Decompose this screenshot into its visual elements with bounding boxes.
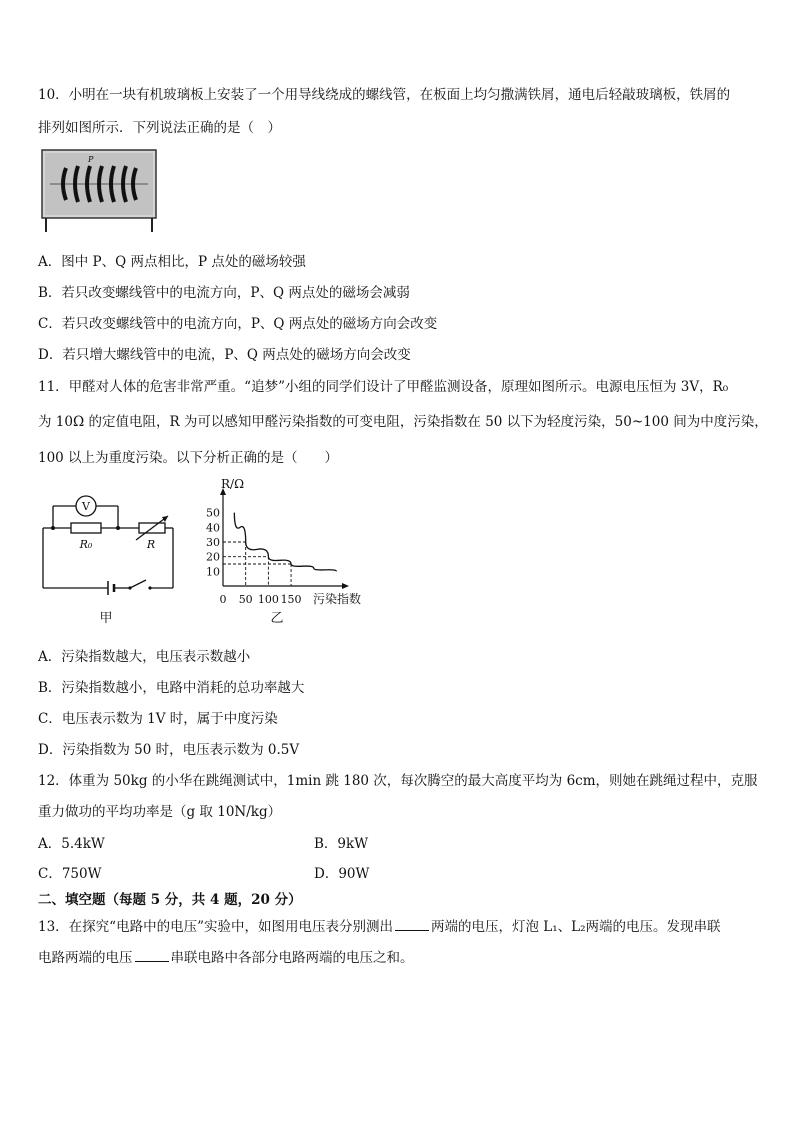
q11-option-b: B．污染指数越小，电路中消耗的总功率越大 [38,680,305,696]
chart-caption: 乙 [270,611,284,626]
q12-line-1: 12．体重为 50kg 的小华在跳绳测试中，1min 跳 180 次，每次腾空的最大高度平均为 6cm，则她在跳绳过程中，克服 [38,773,758,789]
section-heading: 二、填空题（每题 5 分，共 4 题，20 分） [38,892,302,908]
x-tick-label-2: 100 [257,593,279,606]
q11-line-3: 100 以上为重度污染。以下分析正确的是（ ） [38,450,339,466]
solenoid-photo [40,146,160,238]
q11-option-c: C．电压表示数为 1V 时，属于中度污染 [38,711,278,727]
y-tick-label-1: 20 [206,550,220,564]
y-tick-label-2: 30 [206,536,220,549]
q11-option-a: A．污染指数越大，电压表示数越小 [38,649,251,665]
q10-line-2: 排列如图所示．下列说法正确的是（ ） [38,120,281,136]
circuit-diagram [38,490,178,634]
y-tick-label-0: 10 [206,565,220,579]
q13-line-1 [38,915,721,935]
x-tick-label-1: 50 [238,593,253,606]
q13-text-part4: 串联电路中各部分电路两端的电压之和。 [170,950,414,966]
q10-option-b: B．若只改变螺线管中的电流方向，P、Q 两点处的磁场会减弱 [38,285,410,301]
q13-text-part1: 13．在探究“电路中的电压”实验中，如图用电压表分别测出 [38,919,393,935]
q13-line-2 [38,946,414,966]
q10-line-1: 10．小明在一块有机玻璃板上安装了一个用导线绕成的螺线管，在板面上均匀撒满铁屑，通电后轻敲玻璃板，铁屑的 [38,87,731,103]
resistance-chart [195,474,385,634]
y-axis-label: R/Ω [221,477,245,491]
q10-option-d: D．若只增大螺线管中的电流，P、Q 两点处的磁场方向会改变 [38,347,411,363]
q13-text-part2: 两端的电压，灯泡 L₁、L₂两端的电压。发现串联 [430,919,721,935]
voltmeter-label: V [82,500,90,513]
q11-option-d: D．污染指数为 50 时，电压表示数为 0.5V [38,742,300,758]
q11-line-2: 为 10Ω 的定值电阻，R 为可以感知甲醛污染指数的可变电阻，污染指数在 50 以下为轻度污染，50~100 间为中度污染， [38,414,768,430]
q13-blank-2[interactable] [135,960,169,962]
q12-line-2: 重力做功的平均功率是（g 取 10N/kg） [38,804,282,820]
x-axis-arrow [342,583,349,589]
resistance-curve [234,513,336,572]
q11-line-1: 11．甲醛对人体的危害非常严重。“追梦”小组的同学们设计了甲醛监测设备，原理如图所示。电源电压恒为 3V，R₀ [38,379,729,395]
x-tick-label-0: 0 [219,593,227,606]
q12-option-b: B．9kW [314,836,369,852]
x-tick-label-3: 150 [280,593,302,606]
q12-option-c: C．750W [38,866,102,882]
y-tick-label-4: 50 [206,506,220,520]
r-label: R [146,538,156,551]
x-axis-label: 污染指数 [313,592,362,606]
q12-option-a: A．5.4kW [38,836,105,852]
q10-option-a: A．图中 P、Q 两点相比，P 点处的磁场较强 [38,254,306,270]
point-p-label: P [88,155,94,164]
r0-label: R₀ [79,538,93,551]
q13-blank-1[interactable] [395,929,429,931]
y-tick-label-3: 40 [206,521,220,535]
circuit-caption: 甲 [99,611,113,626]
q10-option-c: C．若只改变螺线管中的电流方向，P、Q 两点处的磁场方向会改变 [38,316,438,332]
q13-text-part3: 电路两端的电压 [38,950,133,966]
q12-option-d: D．90W [314,866,370,882]
